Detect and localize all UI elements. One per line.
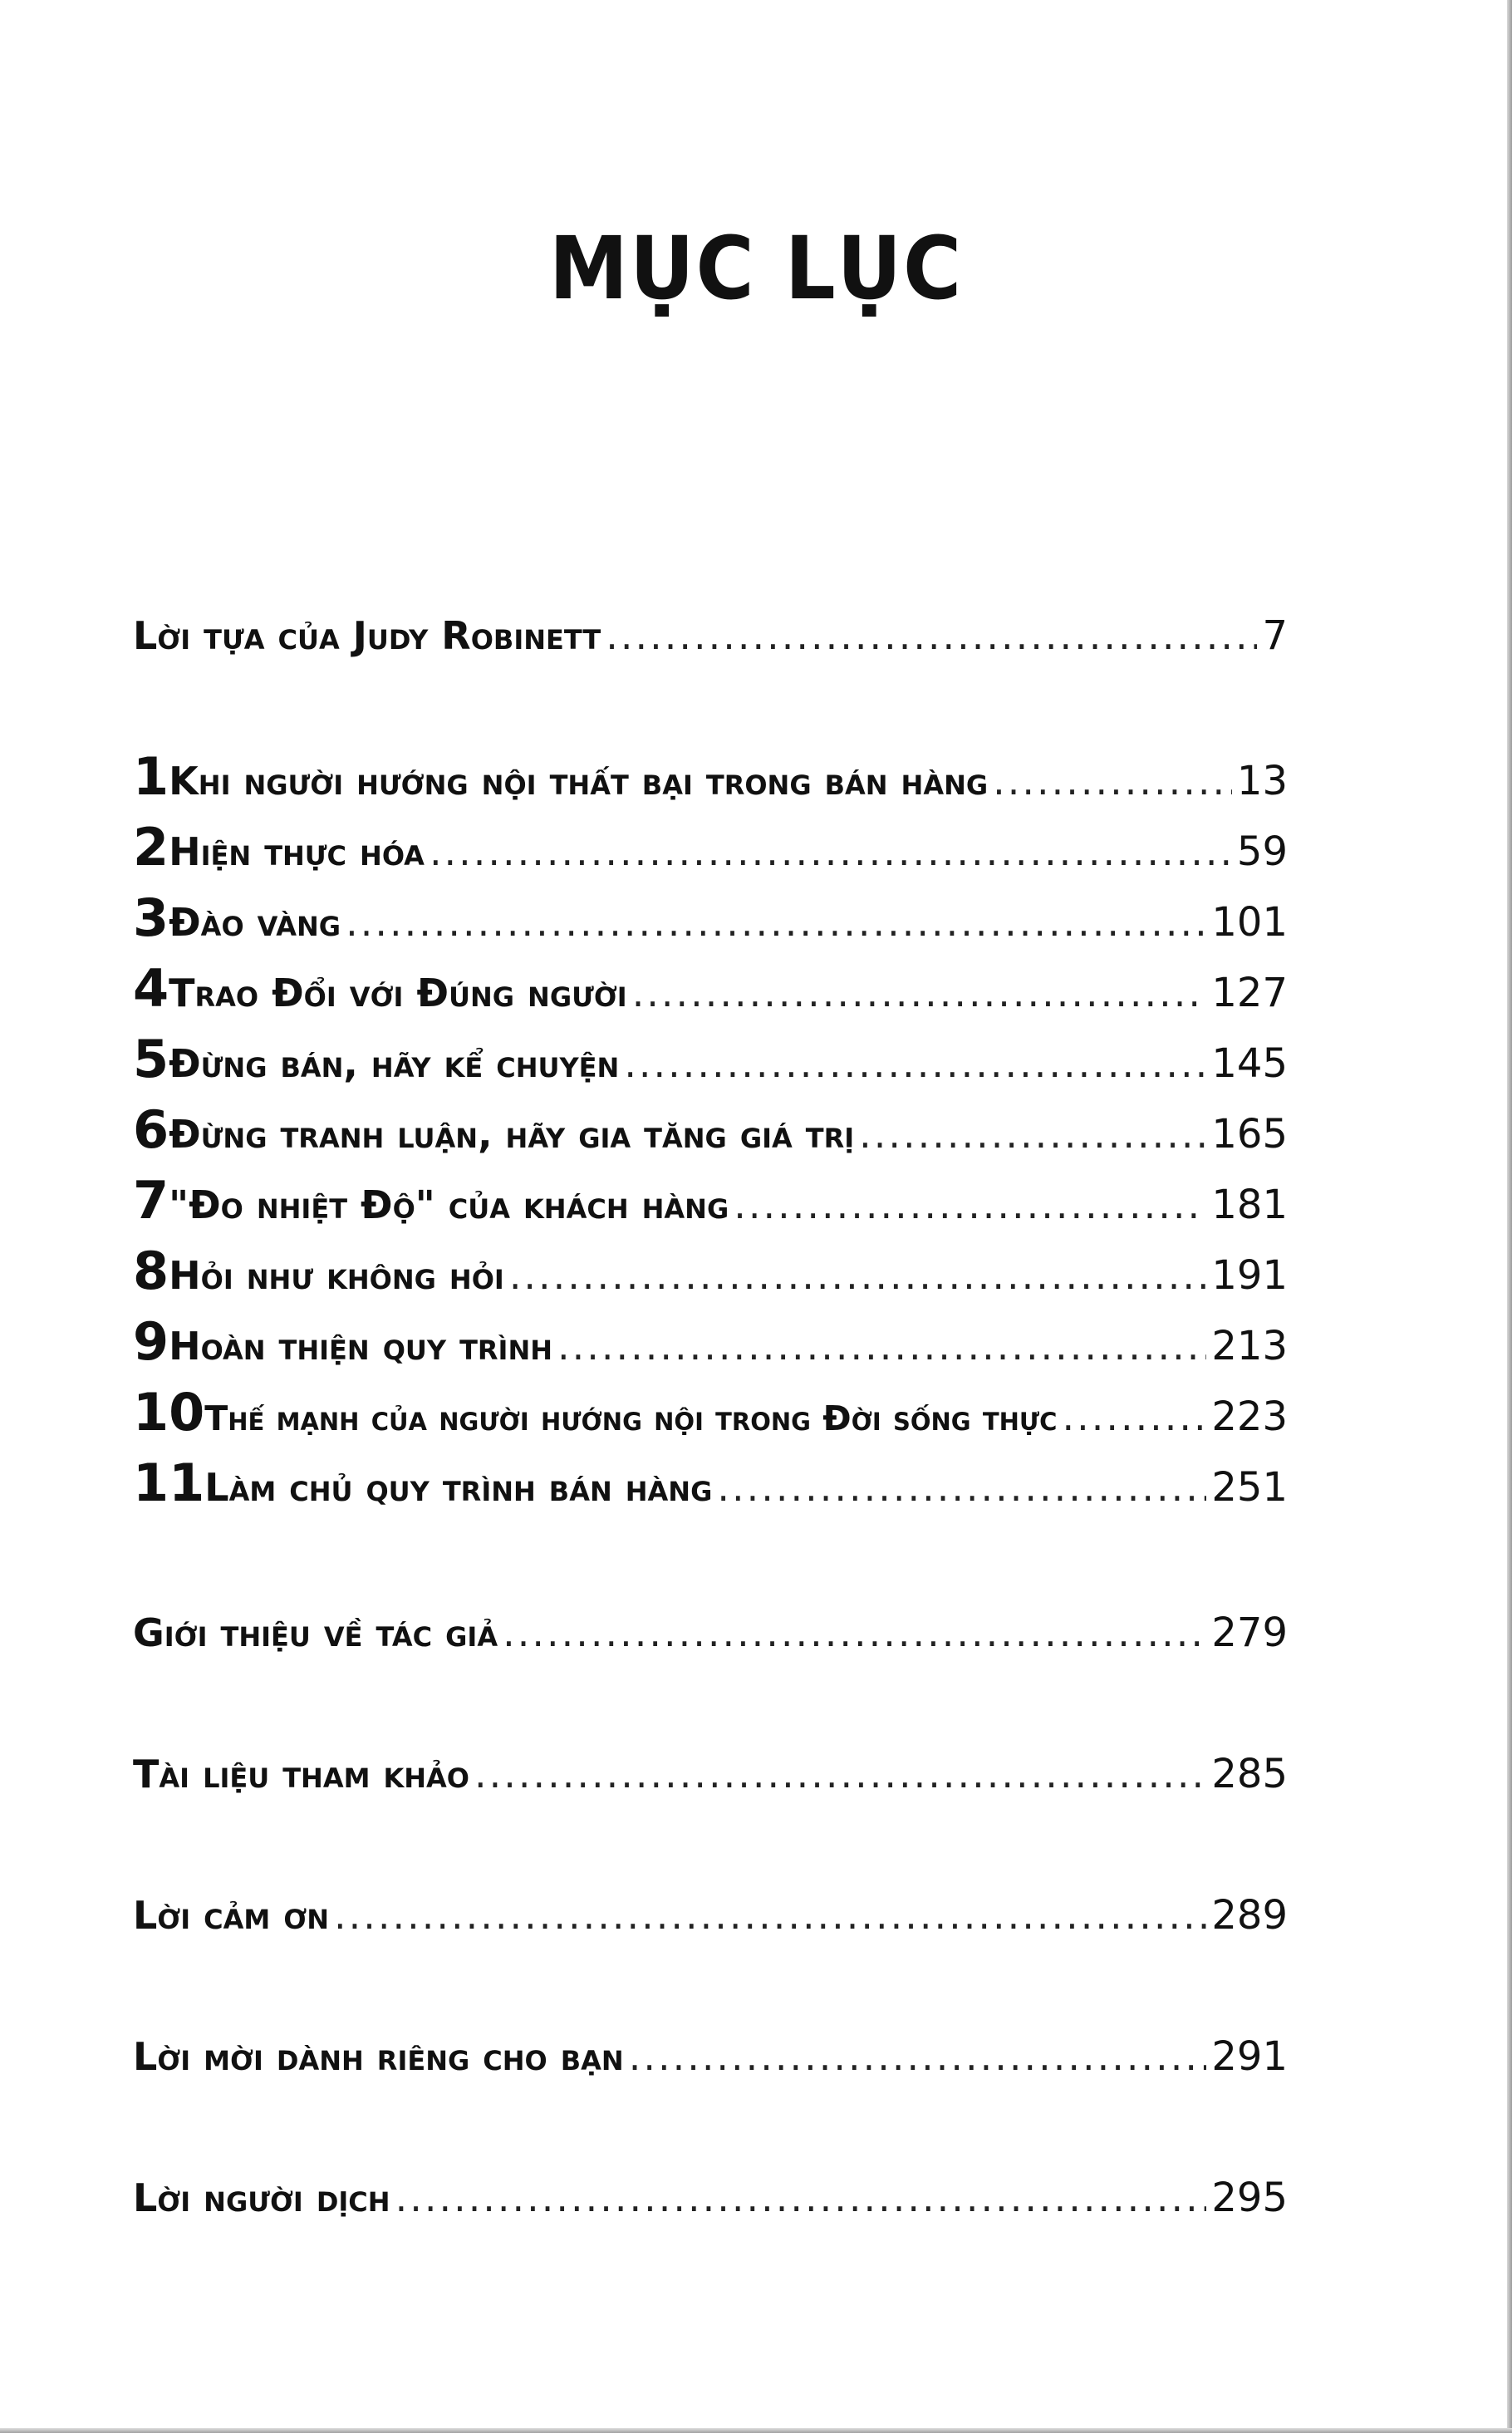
entry-page-number: 59 bbox=[1236, 828, 1288, 875]
chapter-number: 5 bbox=[133, 1029, 169, 1089]
toc-entry-chapter-2[interactable] bbox=[133, 817, 1288, 877]
entry-label: Giới thiệu về tác giả bbox=[133, 1610, 498, 1655]
dot-leader bbox=[474, 1749, 1206, 1799]
toc-entry-invitation[interactable] bbox=[133, 2032, 1288, 2082]
toc-entry-chapter-11[interactable] bbox=[133, 1452, 1288, 1513]
entry-label: Lời cảm ơn bbox=[133, 1893, 330, 1938]
entry-page-number: 13 bbox=[1236, 758, 1288, 804]
toc-entry-chapter-10[interactable] bbox=[133, 1382, 1288, 1443]
toc-entry-chapter-8[interactable] bbox=[133, 1241, 1288, 1301]
entry-page-number: 213 bbox=[1211, 1323, 1288, 1369]
entry-label: Khi người hướng nội thất bại trong bán hàng bbox=[169, 759, 989, 804]
chapter-number: 8 bbox=[133, 1241, 169, 1301]
dot-leader bbox=[632, 968, 1207, 1018]
chapter-number: 9 bbox=[133, 1311, 169, 1372]
toc-entry-acknowledgements[interactable] bbox=[133, 1890, 1288, 1940]
chapter-number: 2 bbox=[133, 817, 169, 877]
entry-label: Đào vàng bbox=[169, 900, 341, 945]
entry-label: Trao Đổi với Đúng người bbox=[169, 971, 627, 1015]
chapter-number: 11 bbox=[133, 1452, 205, 1513]
entry-page-number: 289 bbox=[1211, 1892, 1288, 1939]
entry-label: Hoàn thiện quy trình bbox=[169, 1324, 553, 1369]
dot-leader bbox=[606, 611, 1257, 661]
entry-label: "Đo nhiệt Độ" của khách hàng bbox=[169, 1182, 729, 1227]
toc-entry-chapter-1[interactable] bbox=[133, 746, 1288, 807]
chapter-number: 10 bbox=[133, 1382, 205, 1443]
dot-leader bbox=[346, 897, 1206, 947]
entry-page-number: 291 bbox=[1211, 2033, 1288, 2080]
dot-leader bbox=[430, 827, 1232, 877]
entry-label: Hiện thực hóa bbox=[169, 829, 425, 874]
toc-entry-chapter-3[interactable] bbox=[133, 887, 1288, 948]
dot-leader bbox=[629, 2032, 1207, 2082]
dot-leader bbox=[509, 1251, 1207, 1300]
chapter-number: 3 bbox=[133, 887, 169, 948]
dot-leader bbox=[717, 1462, 1206, 1512]
dot-leader bbox=[557, 1321, 1206, 1371]
entry-page-number: 101 bbox=[1211, 899, 1288, 946]
entry-page-number: 165 bbox=[1211, 1111, 1288, 1158]
entry-page-number: 223 bbox=[1211, 1393, 1288, 1440]
entry-label: Lời tựa của Judy Robinett bbox=[133, 613, 601, 658]
dot-leader bbox=[624, 1039, 1206, 1089]
entry-page-number: 145 bbox=[1211, 1040, 1288, 1087]
entry-label: Đừng tranh luận, hãy gia tăng giá trị bbox=[169, 1112, 855, 1157]
chapter-number: 1 bbox=[133, 746, 169, 807]
toc-entry-translator-note[interactable] bbox=[133, 2173, 1288, 2223]
entry-page-number: 285 bbox=[1211, 1751, 1288, 1797]
entry-label: Làm chủ quy trình bán hàng bbox=[204, 1465, 713, 1510]
chapter-number: 6 bbox=[133, 1099, 169, 1160]
toc-entry-references[interactable] bbox=[133, 1749, 1288, 1799]
dot-leader bbox=[859, 1109, 1206, 1159]
dot-leader bbox=[334, 1890, 1206, 1940]
toc-entry-chapter-6[interactable] bbox=[133, 1099, 1288, 1160]
toc-entry-preface[interactable] bbox=[133, 611, 1288, 661]
page-title: MỤC LỤC bbox=[548, 218, 964, 319]
entry-page-number: 295 bbox=[1211, 2175, 1288, 2221]
dot-leader bbox=[1062, 1392, 1206, 1442]
dot-leader bbox=[734, 1180, 1206, 1230]
toc-entry-chapter-7[interactable] bbox=[133, 1170, 1288, 1231]
entry-label: Đừng bán, hãy kể chuyện bbox=[169, 1041, 620, 1086]
entry-label: Thế mạnh của người hướng nội trong Đời sống thực bbox=[204, 1398, 1058, 1438]
toc-entry-about-author[interactable] bbox=[133, 1608, 1288, 1658]
toc-entry-chapter-4[interactable] bbox=[133, 958, 1288, 1019]
dot-leader bbox=[503, 1608, 1206, 1658]
toc-entry-chapter-5[interactable] bbox=[133, 1029, 1288, 1089]
chapter-number: 7 bbox=[133, 1170, 169, 1231]
entry-label: Tài liệu tham khảo bbox=[133, 1752, 469, 1796]
entry-page-number: 7 bbox=[1262, 612, 1288, 659]
entry-page-number: 181 bbox=[1211, 1182, 1288, 1228]
entry-page-number: 279 bbox=[1211, 1610, 1288, 1656]
dot-leader bbox=[993, 756, 1232, 806]
page-bottom-edge-shadow bbox=[0, 2428, 1512, 2433]
entry-label: Hỏi như không hỏi bbox=[169, 1253, 504, 1298]
page-right-edge-shadow bbox=[1507, 0, 1512, 2433]
entry-label: Lời người dịch bbox=[133, 2175, 390, 2220]
entry-page-number: 191 bbox=[1211, 1252, 1288, 1299]
chapter-number: 4 bbox=[133, 958, 169, 1019]
entry-label: Lời mời dành riêng cho bạn bbox=[133, 2034, 624, 2079]
entry-page-number: 127 bbox=[1211, 970, 1288, 1016]
dot-leader bbox=[395, 2173, 1207, 2223]
toc-entry-chapter-9[interactable] bbox=[133, 1311, 1288, 1372]
entry-page-number: 251 bbox=[1211, 1464, 1288, 1511]
